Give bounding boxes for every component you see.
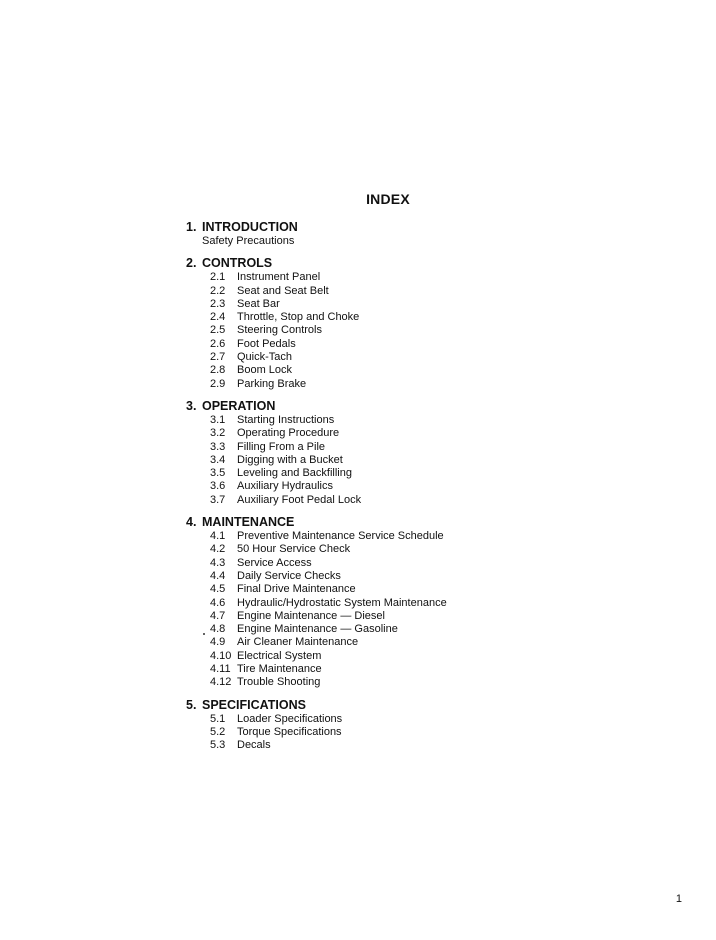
item-number: 3.7: [210, 493, 226, 506]
section-heading[interactable]: [186, 255, 586, 271]
toc-item[interactable]: [186, 324, 586, 337]
toc-item[interactable]: [186, 454, 586, 467]
item-number: 4.2: [210, 543, 226, 556]
item-number: 4.6: [210, 596, 226, 609]
toc-item[interactable]: [186, 543, 586, 556]
scan-speck: [203, 633, 205, 635]
toc-item[interactable]: [186, 713, 586, 726]
toc-item[interactable]: [186, 338, 586, 351]
toc-item[interactable]: [186, 441, 586, 454]
toc-item[interactable]: [186, 557, 586, 570]
item-number: 3.2: [210, 427, 226, 440]
section-specifications: [186, 697, 586, 753]
item-label: Seat Bar: [237, 297, 280, 310]
item-number: 4.11: [210, 663, 231, 676]
toc-item[interactable]: [186, 364, 586, 377]
item-label: Air Cleaner Maintenance: [237, 636, 359, 649]
toc-item[interactable]: [186, 610, 586, 623]
item-label: Preventive Maintenance Service Schedule: [237, 530, 444, 543]
item-number: 2.8: [210, 364, 226, 377]
item-number: 2.2: [210, 284, 226, 297]
item-label: Leveling and Backfilling: [237, 467, 352, 480]
toc-item[interactable]: [186, 650, 586, 663]
item-label: Engine Maintenance — Diesel: [237, 609, 385, 622]
toc-item[interactable]: [186, 271, 586, 284]
section-note[interactable]: Safety Precautions: [202, 235, 295, 247]
toc-item[interactable]: [186, 378, 586, 391]
item-number: 4.12: [210, 676, 232, 689]
item-label: Electrical System: [237, 649, 322, 662]
item-label: Operating Procedure: [237, 427, 340, 440]
section-title: SPECIFICATIONS: [202, 697, 306, 712]
toc-item[interactable]: [186, 570, 586, 583]
item-label: Decals: [237, 739, 271, 752]
item-label: Filling From a Pile: [237, 440, 326, 453]
item-label: Auxiliary Hydraulics: [237, 480, 333, 493]
item-label: Seat and Seat Belt: [237, 284, 329, 297]
toc-item[interactable]: [186, 298, 586, 311]
toc-item[interactable]: [186, 597, 586, 610]
item-number: 2.6: [210, 337, 226, 350]
section-introduction: [186, 219, 586, 248]
item-label: Daily Service Checks: [237, 569, 341, 582]
item-number: 3.3: [210, 440, 226, 453]
item-number: 5.1: [210, 712, 226, 725]
toc-item[interactable]: [186, 494, 586, 507]
page-number: 1: [675, 893, 682, 905]
toc-item[interactable]: [186, 311, 586, 324]
section-number: 1.: [186, 220, 197, 234]
item-number: 2.7: [210, 351, 226, 364]
toc-item[interactable]: [186, 663, 586, 676]
section-title: OPERATION: [202, 398, 276, 413]
section-controls: [186, 255, 586, 391]
toc-item[interactable]: [186, 726, 586, 739]
section-operation: [186, 398, 586, 507]
item-number: 4.8: [210, 623, 226, 636]
toc-item[interactable]: [186, 636, 586, 649]
item-label: Steering Controls: [237, 324, 322, 337]
item-number: 4.5: [210, 583, 226, 596]
toc-item[interactable]: [186, 623, 586, 636]
item-number: 2.5: [210, 324, 226, 337]
item-number: 5.3: [210, 739, 226, 752]
item-label: Digging with a Bucket: [237, 453, 343, 466]
section-title: CONTROLS: [202, 256, 273, 271]
item-label: Tire Maintenance: [237, 663, 322, 676]
item-label: Instrument Panel: [237, 271, 321, 284]
item-label: Hydraulic/Hydrostatic System Maintenance: [237, 596, 447, 609]
section-heading[interactable]: [186, 398, 586, 414]
toc-item[interactable]: [186, 427, 586, 440]
item-label: Auxiliary Foot Pedal Lock: [237, 493, 362, 506]
toc-item[interactable]: [186, 285, 586, 298]
item-label: Throttle, Stop and Choke: [237, 311, 360, 324]
section-title: INTRODUCTION: [202, 220, 298, 234]
section-heading[interactable]: [186, 219, 586, 235]
item-number: 3.1: [210, 413, 226, 426]
page-title: INDEX: [366, 191, 410, 207]
item-number: 3.5: [210, 467, 226, 480]
toc-item[interactable]: [186, 351, 586, 364]
item-label: 50 Hour Service Check: [237, 543, 351, 556]
item-label: Starting Instructions: [237, 413, 335, 426]
table-of-contents: [186, 219, 586, 760]
item-number: 3.4: [210, 453, 226, 466]
item-label: Boom Lock: [237, 364, 293, 377]
toc-item[interactable]: [186, 530, 586, 543]
section-heading[interactable]: [186, 697, 586, 713]
section-maintenance: [186, 514, 586, 690]
section-number: 5.: [186, 697, 197, 712]
section-title: MAINTENANCE: [202, 515, 295, 530]
item-label: Service Access: [237, 556, 312, 569]
item-number: 4.4: [210, 569, 226, 582]
item-label: Final Drive Maintenance: [237, 583, 356, 596]
item-number: 4.1: [210, 530, 226, 543]
item-label: Torque Specifications: [237, 725, 342, 738]
section-number: 4.: [186, 515, 197, 530]
toc-item[interactable]: [186, 676, 586, 689]
item-number: 2.3: [210, 297, 226, 310]
item-number: 4.10: [210, 649, 232, 662]
toc-item[interactable]: [186, 583, 586, 596]
toc-item[interactable]: [186, 414, 586, 427]
item-number: 2.1: [210, 271, 226, 284]
item-label: Foot Pedals: [237, 337, 296, 350]
item-number: 4.9: [210, 636, 226, 649]
section-number: 2.: [186, 256, 197, 271]
item-label: Trouble Shooting: [237, 676, 321, 689]
item-number: 2.9: [210, 377, 226, 390]
toc-item[interactable]: [186, 480, 586, 493]
item-label: Engine Maintenance — Gasoline: [237, 623, 398, 636]
item-label: Quick-Tach: [237, 351, 293, 364]
item-number: 5.2: [210, 725, 226, 738]
item-number: 4.7: [210, 609, 226, 622]
item-number: 2.4: [210, 311, 226, 324]
toc-item[interactable]: [186, 739, 586, 752]
toc-item[interactable]: [186, 467, 586, 480]
item-label: Loader Specifications: [237, 712, 343, 725]
item-label: Parking Brake: [237, 377, 307, 390]
item-number: 3.6: [210, 480, 226, 493]
item-number: 4.3: [210, 556, 226, 569]
section-number: 3.: [186, 398, 197, 413]
section-heading[interactable]: [186, 514, 586, 530]
